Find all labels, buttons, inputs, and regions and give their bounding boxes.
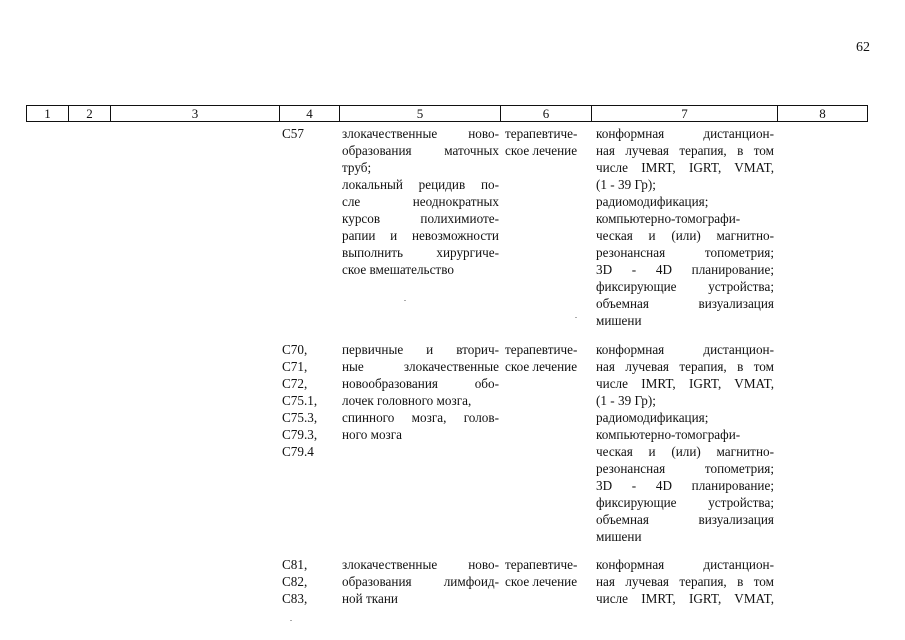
condition-line: образования лимфоид- xyxy=(342,574,499,589)
treatment-line: ское лечение xyxy=(505,359,578,374)
scan-speck xyxy=(290,620,292,621)
diagnosis-codes xyxy=(282,341,334,460)
code-line: C79.4 xyxy=(282,444,314,459)
condition-line: образования маточных xyxy=(342,143,499,158)
treatment-type xyxy=(505,556,590,590)
treatment-method xyxy=(596,556,774,607)
method-line: радиомодификация; xyxy=(596,194,709,209)
table-header-row xyxy=(26,105,868,122)
method-line: (1 - 39 Гр); xyxy=(596,177,656,192)
method-line: компьютерно-томографи- xyxy=(596,427,741,442)
condition-line: ной ткани xyxy=(342,591,398,606)
method-line: резонансная топометрия; xyxy=(596,461,774,476)
method-line: объемная визуализация xyxy=(596,296,774,311)
method-line: числе IMRT, IGRT, VMAT, xyxy=(596,376,774,391)
treatment-line: терапевтиче- xyxy=(505,126,578,141)
treatment-type xyxy=(505,125,590,159)
diagnosis-codes xyxy=(282,125,334,142)
scan-speck xyxy=(575,317,577,318)
condition-line: первичные и вторич- xyxy=(342,342,499,357)
code-line: C81, xyxy=(282,557,308,572)
method-line: числе IMRT, IGRT, VMAT, xyxy=(596,591,774,606)
method-line: мишени xyxy=(596,529,642,544)
header-col-2: 2 xyxy=(69,106,111,121)
treatment-line: ское лечение xyxy=(505,574,578,589)
method-line: ная лучевая терапия, в том xyxy=(596,574,774,589)
method-line: 3D - 4D планирование; xyxy=(596,478,774,493)
treatment-type xyxy=(505,341,590,375)
method-line: конформная дистанцион- xyxy=(596,557,774,572)
code-line: C83, xyxy=(282,591,308,606)
code-line: C82, xyxy=(282,574,308,589)
treatment-line: терапевтиче- xyxy=(505,342,578,357)
condition-line: злокачественные ново- xyxy=(342,557,499,572)
condition-line: злокачественные ново- xyxy=(342,126,499,141)
method-line: конформная дистанцион- xyxy=(596,126,774,141)
code-line: C79.3, xyxy=(282,427,318,442)
condition-line: выполнить хирургиче- xyxy=(342,245,499,260)
header-col-4: 4 xyxy=(280,106,340,121)
header-col-8: 8 xyxy=(819,106,826,121)
code-line: C57 xyxy=(282,126,304,141)
treatment-method xyxy=(596,341,774,545)
method-line: числе IMRT, IGRT, VMAT, xyxy=(596,160,774,175)
header-col-1: 1 xyxy=(27,106,69,121)
code-line: C70, xyxy=(282,342,308,357)
code-line: C75.1, xyxy=(282,393,318,408)
header-col-7: 7 xyxy=(592,106,778,121)
condition-line: спинного мозга, голов- xyxy=(342,410,499,425)
method-line: ная лучевая терапия, в том xyxy=(596,143,774,158)
condition-line: локальный рецидив по- xyxy=(342,177,499,192)
method-line: фиксирующие устройства; xyxy=(596,495,774,510)
method-line: компьютерно-томографи- xyxy=(596,211,741,226)
condition-line: ское вмешательство xyxy=(342,262,454,277)
condition-line: труб; xyxy=(342,160,372,175)
condition-line: рапии и невозможности xyxy=(342,228,499,243)
condition-description xyxy=(342,556,499,607)
treatment-line: ское лечение xyxy=(505,143,578,158)
condition-line: лочек головного мозга, xyxy=(342,393,472,408)
scan-speck xyxy=(404,300,406,301)
condition-line: новообразования обо- xyxy=(342,376,499,391)
code-line: C75.3, xyxy=(282,410,318,425)
condition-line: ного мозга xyxy=(342,427,403,442)
method-line: конформная дистанцион- xyxy=(596,342,774,357)
method-line: (1 - 39 Гр); xyxy=(596,393,656,408)
page-number: 62 xyxy=(856,40,870,55)
header-col-3: 3 xyxy=(111,106,280,121)
code-line: C72, xyxy=(282,376,308,391)
condition-line: курсов полихимиоте- xyxy=(342,211,499,226)
diagnosis-codes xyxy=(282,556,334,607)
header-col-6: 6 xyxy=(501,106,592,121)
treatment-method xyxy=(596,125,774,329)
method-line: мишени xyxy=(596,313,642,328)
condition-description xyxy=(342,341,499,443)
header-col-5: 5 xyxy=(340,106,501,121)
condition-line: сле неоднократных xyxy=(342,194,499,209)
method-line: ная лучевая терапия, в том xyxy=(596,359,774,374)
method-line: ческая и (или) магнитно- xyxy=(596,228,774,243)
method-line: радиомодификация; xyxy=(596,410,709,425)
treatment-line: терапевтиче- xyxy=(505,557,578,572)
method-line: 3D - 4D планирование; xyxy=(596,262,774,277)
method-line: резонансная топометрия; xyxy=(596,245,774,260)
method-line: ческая и (или) магнитно- xyxy=(596,444,774,459)
code-line: C71, xyxy=(282,359,308,374)
method-line: объемная визуализация xyxy=(596,512,774,527)
method-line: фиксирующие устройства; xyxy=(596,279,774,294)
condition-description xyxy=(342,125,499,278)
condition-line: ные злокачественные xyxy=(342,359,499,374)
